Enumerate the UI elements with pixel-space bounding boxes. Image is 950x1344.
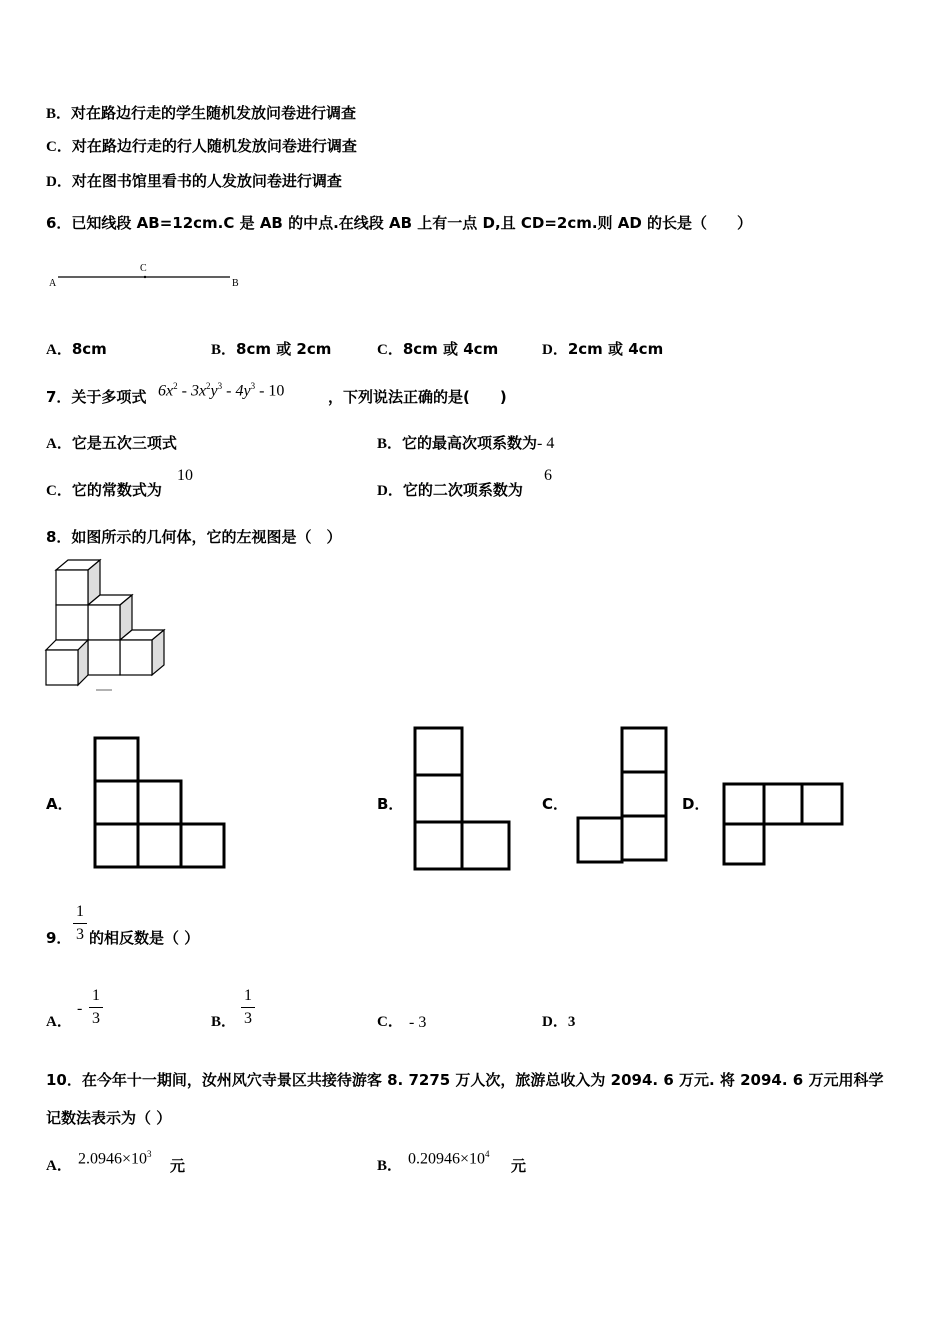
view-square bbox=[415, 822, 462, 869]
view-square bbox=[138, 824, 181, 867]
q8-option-d-label: D． bbox=[682, 795, 710, 813]
poly-term: 6x bbox=[158, 382, 174, 400]
option-text: 它的二次项系数为 bbox=[402, 481, 523, 499]
view-square bbox=[622, 816, 666, 860]
view-square bbox=[802, 784, 842, 824]
option-text: 8cm 或 2cm bbox=[236, 340, 332, 358]
option-math: - 4 bbox=[537, 435, 555, 452]
q6-option-b bbox=[211, 340, 331, 359]
option-text: 8cm 或 4cm bbox=[402, 340, 499, 358]
option-letter: A． bbox=[46, 342, 72, 358]
q8-option-d-figure bbox=[722, 782, 847, 867]
q7-option-c-math: 10 bbox=[177, 467, 193, 484]
fraction-numerator: 1 bbox=[244, 987, 252, 1004]
label-a: A bbox=[49, 278, 57, 289]
q10-stem-line2: 记数法表示为（ ） bbox=[46, 1109, 172, 1127]
option-letter: C． bbox=[46, 483, 72, 499]
option-letter: D． bbox=[542, 342, 568, 358]
q9-option-b-fraction bbox=[241, 987, 255, 1028]
option-text: 2cm 或 4cm bbox=[567, 340, 664, 358]
q5-option-d bbox=[46, 172, 342, 191]
fraction-numerator: 1 bbox=[76, 903, 84, 920]
q10-option-a-math bbox=[78, 1145, 152, 1168]
sci-base: 0.20946×10 bbox=[408, 1150, 486, 1168]
view-square bbox=[724, 824, 764, 864]
q9-stem-suffix: 的相反数是（ ） bbox=[89, 929, 200, 947]
q10-option-b-unit: 元 bbox=[511, 1157, 527, 1175]
option-letter: A． bbox=[46, 436, 72, 452]
option-letter: C． bbox=[46, 139, 72, 155]
option-text: 8cm bbox=[71, 340, 107, 358]
option-letter: B． bbox=[46, 106, 72, 122]
cube-front-face bbox=[88, 640, 120, 675]
option-letter: B． bbox=[377, 436, 403, 452]
q6-option-c bbox=[377, 340, 498, 359]
fraction-denominator: 3 bbox=[92, 1010, 100, 1027]
q9-option-d bbox=[542, 1013, 575, 1031]
q9-option-c-math: - 3 bbox=[409, 1014, 427, 1031]
q6-option-a bbox=[46, 340, 107, 359]
fraction-numerator: 1 bbox=[92, 987, 100, 1004]
sci-exp: 4 bbox=[485, 1149, 490, 1159]
q9-number: 9． bbox=[46, 929, 72, 947]
q5-option-b bbox=[46, 104, 356, 123]
option-text: 3 bbox=[567, 1014, 576, 1030]
q10-option-a-unit: 元 bbox=[170, 1157, 186, 1175]
option-text: 它的常数式为 bbox=[71, 481, 162, 499]
q7-polynomial bbox=[158, 377, 284, 400]
view-square bbox=[622, 728, 666, 772]
q7-stem-suffix: ，下列说法正确的是( ) bbox=[328, 388, 507, 406]
q7-option-b bbox=[377, 434, 554, 453]
view-square bbox=[764, 784, 802, 824]
option-text: 它是五次三项式 bbox=[71, 434, 177, 452]
q9-option-c-label: C． bbox=[377, 1014, 403, 1030]
q7-option-d bbox=[377, 481, 523, 500]
q10-option-a-label: A． bbox=[46, 1158, 72, 1174]
q8-option-b-label: B． bbox=[377, 795, 404, 813]
q8-option-c-figure bbox=[576, 726, 671, 866]
q9-option-b-label: B． bbox=[211, 1014, 237, 1030]
q7-option-d-math: 6 bbox=[544, 467, 552, 484]
view-square bbox=[415, 728, 462, 775]
q7-option-a bbox=[46, 434, 177, 453]
cube-front-face bbox=[88, 605, 120, 640]
view-square bbox=[95, 781, 138, 824]
option-letter: D． bbox=[377, 483, 403, 499]
q9-option-a-label: A． bbox=[46, 1014, 72, 1030]
q7-stem-prefix: 7．关于多项式 bbox=[46, 388, 147, 406]
fraction-bar bbox=[89, 1007, 103, 1008]
cube-front-face bbox=[120, 640, 152, 675]
q9-option-a-sign: - bbox=[77, 1000, 83, 1017]
view-square bbox=[578, 818, 622, 862]
q10-option-b-label: B． bbox=[377, 1158, 403, 1174]
cube-front-face bbox=[56, 570, 88, 605]
poly-exp: 2 bbox=[173, 381, 178, 391]
fraction-denominator: 3 bbox=[76, 926, 84, 943]
view-square bbox=[462, 822, 509, 869]
poly-term: - 4y bbox=[222, 382, 251, 400]
view-square bbox=[415, 775, 462, 822]
option-letter: D． bbox=[542, 1014, 568, 1030]
option-text: 对在图书馆里看书的人发放问卷进行调查 bbox=[71, 172, 342, 190]
q8-option-b-figure bbox=[413, 726, 513, 874]
view-square bbox=[622, 772, 666, 816]
fraction-denominator: 3 bbox=[244, 1010, 252, 1027]
q7-option-c bbox=[46, 481, 162, 500]
label-b: B bbox=[232, 278, 239, 289]
q8-option-a-label: A． bbox=[46, 795, 73, 813]
q9-fraction bbox=[73, 903, 87, 944]
q10-option-b-math bbox=[408, 1145, 490, 1168]
label-c: C bbox=[140, 263, 147, 274]
view-square bbox=[181, 824, 224, 867]
option-text: 对在路边行走的学生随机发放问卷进行调查 bbox=[71, 104, 357, 122]
view-square bbox=[95, 738, 138, 781]
poly-term: - 3x bbox=[177, 382, 207, 400]
fraction-bar bbox=[73, 923, 87, 924]
q9-option-a-fraction bbox=[89, 987, 103, 1028]
q8-solid-figure bbox=[44, 556, 169, 696]
cube-front-face bbox=[56, 605, 88, 640]
q6-segment-figure bbox=[48, 260, 248, 290]
q8-option-c-label: C． bbox=[542, 795, 569, 813]
poly-term: - 10 bbox=[255, 382, 285, 400]
option-text: 它的最高次项系数为 bbox=[402, 434, 538, 452]
q6-option-d bbox=[542, 340, 663, 359]
poly-exp: 2 bbox=[206, 381, 211, 391]
q8-option-a-figure bbox=[93, 736, 228, 871]
view-square bbox=[95, 824, 138, 867]
q6-stem: 6．已知线段 AB=12cm.C 是 AB 的中点.在线段 AB 上有一点 D,且 CD=2cm.则 AD 的长是（ ） bbox=[46, 214, 753, 232]
fraction-bar bbox=[241, 1007, 255, 1008]
option-letter: D． bbox=[46, 174, 72, 190]
point-c bbox=[144, 276, 146, 278]
option-letter: C． bbox=[377, 342, 403, 358]
poly-exp: 3 bbox=[217, 381, 223, 391]
option-letter: B． bbox=[211, 342, 237, 358]
poly-term: y bbox=[210, 382, 218, 400]
option-text: 对在路边行走的行人随机发放问卷进行调查 bbox=[71, 137, 357, 155]
q10-stem-line1: 10．在今年十一期间，汝州风穴寺景区共接待游客 8. 7275 万人次，旅游总收入为 2094. 6 万元. 将 2094. 6 万元用科学 bbox=[46, 1071, 884, 1089]
sci-base: 2.0946×10 bbox=[78, 1150, 148, 1168]
view-square bbox=[138, 781, 181, 824]
q8-stem: 8．如图所示的几何体，它的左视图是（ ） bbox=[46, 528, 342, 546]
q5-option-c bbox=[46, 137, 357, 156]
poly-exp: 3 bbox=[250, 381, 256, 391]
view-square bbox=[724, 784, 764, 824]
sci-exp: 3 bbox=[147, 1149, 152, 1159]
cube-front-face bbox=[46, 650, 78, 685]
